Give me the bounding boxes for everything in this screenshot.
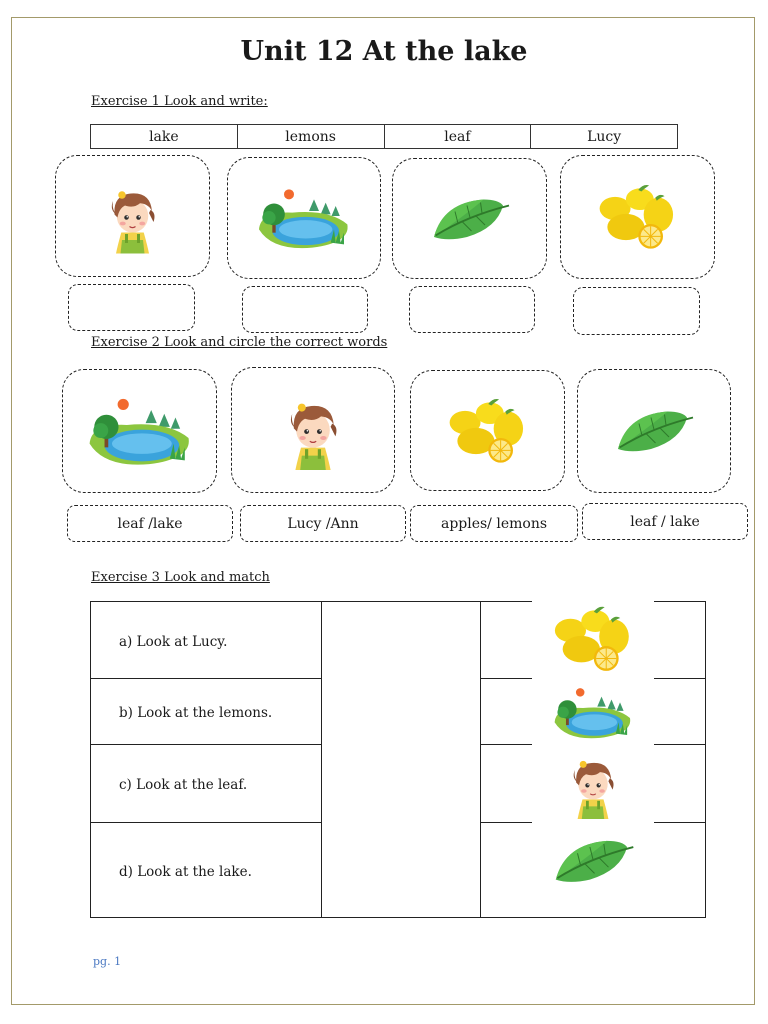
exercise-2-heading: Exercise 2 Look and circle the correct words	[91, 335, 388, 350]
statement-cell	[91, 679, 322, 745]
word-bank-item: leaf	[385, 125, 532, 148]
lemons-image	[595, 182, 680, 252]
girl-image	[558, 746, 628, 822]
girl-image	[273, 387, 353, 473]
word-bank	[90, 124, 678, 149]
word-bank-item: Lucy	[587, 128, 622, 145]
lake-image	[254, 181, 354, 256]
ex2-picture-card	[231, 367, 395, 493]
ex2-option-text: apples/ lemons	[440, 515, 548, 532]
ex2-option-box[interactable]	[582, 503, 748, 540]
ex2-picture-card	[62, 369, 217, 493]
ex1-picture-card	[227, 157, 381, 279]
lake-image	[84, 389, 196, 474]
exercise-3-heading: Exercise 3 Look and match	[91, 570, 270, 585]
statement-text: a) Look at Lucy.	[119, 633, 228, 650]
ex2-option-box[interactable]	[240, 505, 406, 542]
word-bank-item: lake	[91, 125, 238, 148]
ex2-option-box[interactable]	[67, 505, 233, 542]
page-title: Unit 12 At the lake	[240, 36, 528, 67]
statement-cell	[91, 823, 322, 918]
ex1-answer-box[interactable]	[573, 287, 700, 335]
girl-image	[95, 176, 170, 256]
ex1-picture-card	[392, 158, 547, 279]
word-bank-item: lemons	[238, 125, 385, 148]
ex1-answer-box[interactable]	[409, 286, 535, 333]
ex1-picture-card	[55, 155, 210, 277]
ex1-answer-box[interactable]	[242, 286, 368, 333]
ex2-option-text: leaf /lake	[117, 515, 183, 532]
statement-text: d) Look at the lake.	[119, 863, 252, 880]
exercise-1-heading: Exercise 1 Look and write:	[91, 94, 268, 109]
ex2-picture-card	[577, 369, 731, 493]
statement-text: c) Look at the leaf.	[119, 777, 248, 793]
leaf-image	[425, 189, 515, 249]
ex2-option-text: leaf / lake	[630, 513, 700, 530]
lemons-image	[445, 396, 530, 466]
match-gap	[322, 602, 481, 918]
statement-cell	[91, 745, 322, 823]
leaf-image	[609, 401, 699, 461]
ex1-picture-card	[560, 155, 715, 279]
ex2-picture-card	[410, 370, 565, 491]
match-picture-strip	[532, 600, 654, 900]
lemons-image	[549, 604, 637, 674]
ex2-option-text: Lucy /Ann	[287, 515, 359, 532]
ex1-answer-box[interactable]	[68, 284, 195, 331]
ex2-option-box[interactable]	[410, 505, 578, 542]
lake-image	[550, 681, 636, 745]
page-number: pg. 1	[93, 955, 122, 968]
leaf-image	[546, 830, 640, 892]
statement-cell	[91, 602, 322, 679]
statement-text: b) Look at the lemons.	[119, 705, 273, 721]
